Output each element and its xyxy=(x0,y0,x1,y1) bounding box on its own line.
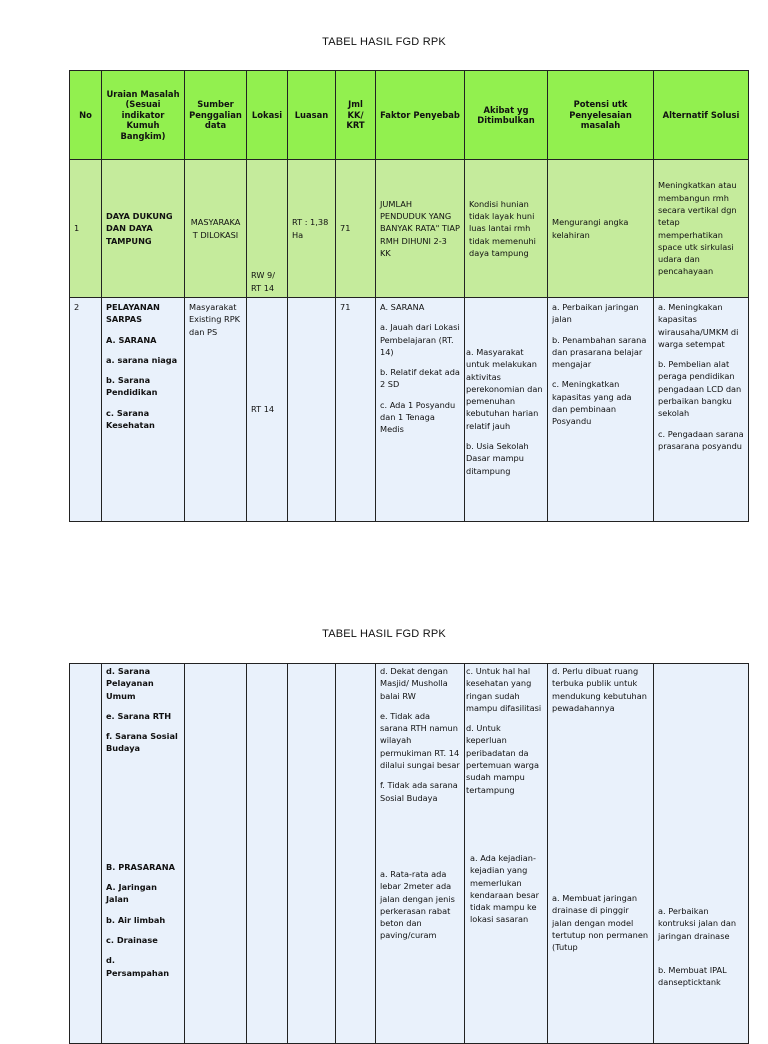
alternatif-item: c. Pengadaan sarana prasarana posyandu xyxy=(658,428,744,451)
cell-faktor xyxy=(376,664,465,1044)
header-no: No xyxy=(70,71,102,160)
header-potensi: Potensi utk Penyelesaian masalah xyxy=(548,71,654,160)
header-alternatif: Alternatif Solusi xyxy=(654,71,749,160)
faktor-item: d. Dekat dengan Masjid/ Musholla balai RW xyxy=(380,666,448,701)
cell-uraian xyxy=(102,298,185,522)
faktor-item: a. Rata-rata ada lebar 2meter ada jalan dengan jenis perkerasan rabat beton dan paving/curam xyxy=(380,868,455,941)
alternatif-item: a. Meningkakan kapasitas wirausaha/UMKM di warga setempat xyxy=(658,302,739,349)
cell-no xyxy=(70,664,102,1044)
header-jml: Jml KK/ KRT xyxy=(336,71,376,160)
uraian-item: e. Sarana RTH xyxy=(106,710,172,721)
fgd-table-1 xyxy=(69,70,749,522)
cell-sumber: Masyarakat Existing RPK dan PS xyxy=(185,298,247,522)
cell-luasan xyxy=(288,298,336,522)
uraian-item: A. SARANA xyxy=(106,334,157,345)
faktor-item: c. Ada 1 Posyandu dan 1 Tenaga Medis xyxy=(380,399,456,435)
cell-jml xyxy=(336,664,376,1044)
cell-sumber: MASYARAKAT DILOKASI xyxy=(185,160,247,298)
uraian-item: a. sarana niaga xyxy=(106,354,178,365)
potensi-item: b. Penambahan sarana dan prasarana belajar mengajar xyxy=(552,334,647,370)
potensi-item: d. Perlu dibuat ruang terbuka publik untuk mendukung kebutuhan pewadahannya xyxy=(552,666,647,713)
cell-lokasi: RW 9/ RT 14 xyxy=(247,160,288,298)
cell-potensi: Mengurangi angka kelahiran xyxy=(548,160,654,298)
page-title: TABEL HASIL FGD RPK xyxy=(322,628,446,640)
faktor-item: e. Tidak ada sarana RTH namun wilayah permukiman RT. 14 dilalui sungai besar xyxy=(380,710,460,771)
cell-alternatif: Meningkatkan atau membangun rmh secara vertikal dgn tetap memperhatikan space utk sirkulasi udara dan pencahayaan xyxy=(654,160,749,298)
page-title: TABEL HASIL FGD RPK xyxy=(322,36,446,48)
uraian-item: B. PRASARANA xyxy=(106,861,175,872)
cell-uraian xyxy=(102,664,185,1044)
cell-lokasi xyxy=(247,664,288,1044)
uraian-item: b. Air limbah xyxy=(106,914,166,925)
cell-luasan: RT : 1,38 Ha xyxy=(288,160,336,298)
header-akibat: Akibat yg Ditimbulkan xyxy=(465,71,548,160)
uraian-item: c. Drainase xyxy=(106,934,158,945)
cell-potensi xyxy=(548,664,654,1044)
alternatif-item: b. Membuat IPAL dansepticktank xyxy=(658,964,727,988)
cell-faktor xyxy=(376,298,465,522)
cell-faktor: JUMLAH PENDUDUK YANG BANYAK RATA" TIAP RMH DIHUNI 2-3 KK xyxy=(376,160,465,298)
faktor-item: a. Jauah dari Lokasi Pembelajaran (RT. 14) xyxy=(380,322,460,357)
cell-alternatif xyxy=(654,664,749,1044)
table-row xyxy=(70,664,749,1044)
cell-no: 2 xyxy=(70,298,102,522)
cell-akibat xyxy=(465,298,548,522)
cell-luasan xyxy=(288,664,336,1044)
potensi-item: a. Membuat jaringan drainase di pinggir jalan dengan model tertutup non permanen (Tutup xyxy=(552,893,649,953)
cell-jml: 71 xyxy=(336,160,376,298)
header-uraian: Uraian Masalah (Sesuai indikator Kumuh Bangkim) xyxy=(102,71,185,160)
fgd-table-2 xyxy=(69,663,749,1044)
faktor-item: A. SARANA xyxy=(380,302,425,312)
alternatif-item: a. Perbaikan kontruksi jalan dan jaringan drainase xyxy=(658,906,737,941)
header-lokasi: Lokasi xyxy=(247,71,288,160)
akibat-item: a. Ada kejadian-kejadian yang memerlukan kendaraan besar tidak mampu ke lokasi sasaran xyxy=(470,852,539,925)
alternatif-item: b. Pembelian alat peraga pendidikan pengadaan LCD dan perbaikan bangku sekolah xyxy=(658,359,742,419)
uraian-item: PELAYANAN SARPAS xyxy=(106,302,160,325)
akibat-item: c. Untuk hal hal kesehatan yang ringan sudah mampu difasilitasi xyxy=(466,666,542,713)
uraian-item: b. Sarana Pendidikan xyxy=(106,375,158,398)
uraian-item: c. Sarana Kesehatan xyxy=(106,407,155,431)
akibat-item: d. Untuk keperluan peribadatan da pertemuan warga sudah mampu tertampung xyxy=(466,723,539,795)
table-row xyxy=(70,298,749,522)
uraian-item: d. Persampahan xyxy=(106,955,170,978)
table-row xyxy=(70,160,749,298)
uraian-item: f. Sarana Sosial Budaya xyxy=(106,731,178,754)
potensi-item: c. Meningkatkan kapasitas yang ada dan pembinaan Posyandu xyxy=(552,379,632,427)
cell-alternatif xyxy=(654,298,749,522)
header-faktor: Faktor Penyebab xyxy=(376,71,465,160)
cell-no: 1 xyxy=(70,160,102,298)
akibat-item: b. Usia Sekolah Dasar mampu ditampung xyxy=(466,441,529,476)
potensi-item: a. Perbaikan jaringan jalan xyxy=(552,302,639,325)
header-luasan: Luasan xyxy=(288,71,336,160)
cell-sumber xyxy=(185,664,247,1044)
uraian-item: A. Jaringan Jalan xyxy=(106,882,157,905)
cell-potensi xyxy=(548,298,654,522)
faktor-item: f. Tidak ada sarana Sosial Budaya xyxy=(380,780,458,803)
faktor-item: b. Relatif dekat ada 2 SD xyxy=(380,367,460,390)
uraian-item: d. Sarana Pelayanan Umum xyxy=(106,666,154,701)
cell-akibat: Kondisi hunian tidak layak huni luas lantai rmh tidak memenuhi daya tampung xyxy=(465,160,548,298)
header-sumber: Sumber Penggalian data xyxy=(185,71,247,160)
cell-lokasi: RT 14 xyxy=(247,298,288,522)
akibat-item: a. Masyarakat untuk melakukan aktivitas perekonomian dan pemenuhan kebutuhan harian relatif jauh xyxy=(466,347,543,431)
cell-uraian: DAYA DUKUNG DAN DAYA TAMPUNG xyxy=(102,160,185,298)
cell-jml: 71 xyxy=(336,298,376,522)
cell-akibat xyxy=(465,664,548,1044)
